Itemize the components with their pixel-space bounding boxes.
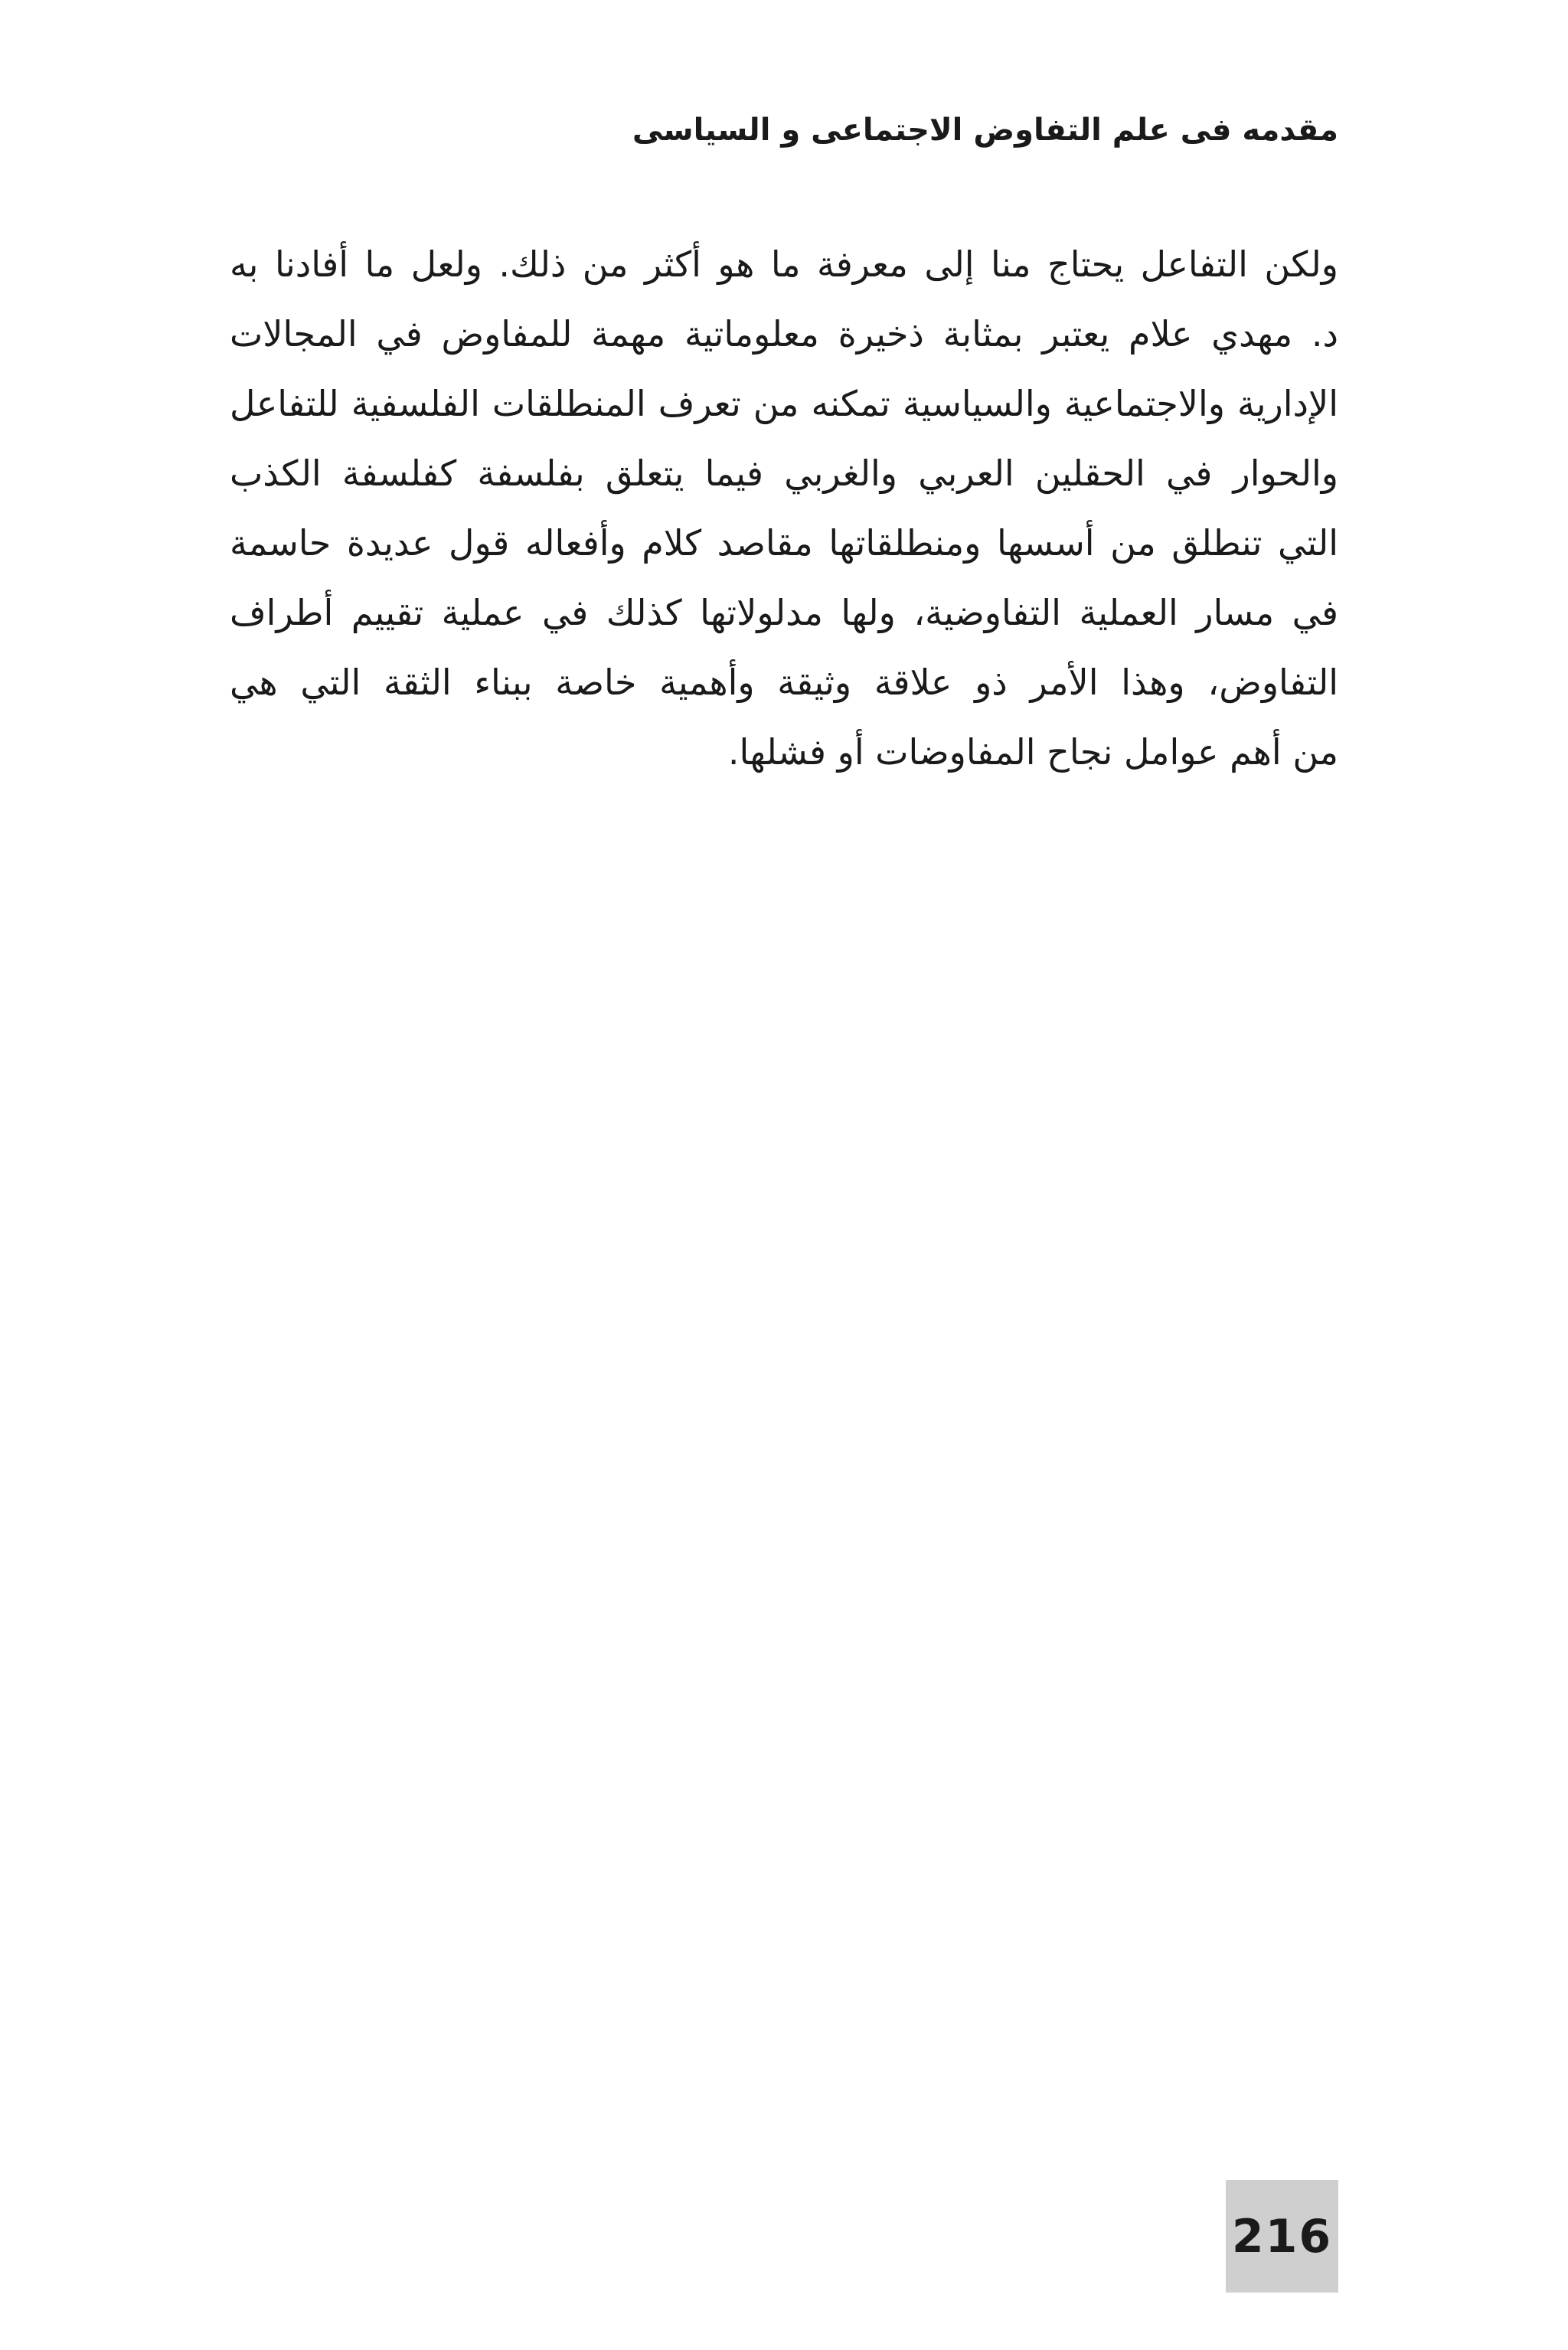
text-line-3: الإدارية والاجتماعية والسياسية تمكنه من تعرف المنطلقات الفلسفية للتفاعل xyxy=(230,383,1338,424)
running-header: مقدمه فى علم التفاوض الاجتماعى و السياسى xyxy=(632,113,1338,148)
text-line-5: التي تنطلق من أسسها ومنطلقاتها مقاصد كلام وأفعاله قول عديدة حاسمة xyxy=(230,522,1338,564)
text-line-1: ولكن التفاعل يحتاج منا إلى معرفة ما هو أكثر من ذلك. ولعل ما أفادنا به xyxy=(230,243,1338,285)
text-line-7: التفاوض، وهذا الأمر ذو علاقة وثيقة وأهمية خاصة ببناء الثقة التي هي xyxy=(230,662,1338,703)
text-line-8: من أهم عوامل نجاح المفاوضات أو فشلها. xyxy=(727,731,1338,773)
body-paragraph xyxy=(230,230,1338,787)
text-line-2: د. مهدي علام يعتبر بمثابة ذخيرة معلوماتية مهمة للمفاوض في المجالات xyxy=(230,313,1338,355)
page-number: 216 xyxy=(1231,2209,1333,2263)
text-line-6: في مسار العملية التفاوضية، ولها مدلولاتها كذلك في عملية تقييم أطراف xyxy=(230,592,1338,633)
text-line-4: والحوار في الحقلين العربي والغربي فيما يتعلق بفلسفة كفلسفة الكذب xyxy=(230,453,1338,494)
page-number-box xyxy=(1226,2180,1338,2293)
